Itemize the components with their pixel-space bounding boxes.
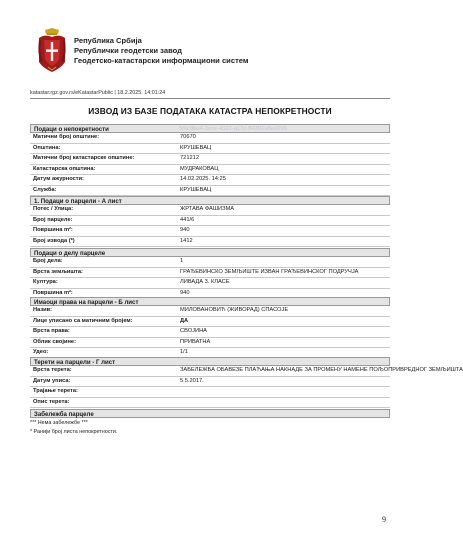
- section-header: [30, 297, 390, 306]
- row-value: 940: [180, 289, 190, 296]
- org-line-system: Геодетско-катастарски информациони систем: [74, 56, 249, 65]
- row-label: Служба:: [33, 186, 57, 193]
- section-header: [30, 124, 390, 133]
- row-label: Број парцеле:: [33, 216, 73, 223]
- row-label: Број дела:: [33, 258, 63, 264]
- previous-list-footnote: * Ранији број листа непокретности.: [30, 429, 118, 435]
- row-label: Трајање терета:: [33, 388, 78, 394]
- row-value: 70670: [180, 134, 196, 140]
- row-value: 5.5.2017.: [180, 377, 204, 384]
- row-label: Врста земљишта:: [33, 268, 83, 275]
- row-label: Катастарска општина:: [33, 165, 96, 172]
- row-value: ЗАБЕЛЕЖБА ОБАВЕЗЕ ПЛАЋАЊА НАКНАДЕ ЗА ПРОМЕНУ НАМЕНЕ ПОЉОПРИВРЕДНОГ ЗЕМЉИШТА: [180, 367, 463, 373]
- table-row: [30, 144, 390, 155]
- section-property-data: [30, 124, 390, 196]
- row-label: Општина:: [33, 144, 61, 151]
- row-value: ПРИВАТНА: [180, 338, 211, 345]
- row-label: Лице уписано са матичним бројем:: [33, 317, 133, 324]
- row-value: КРУШЕВАЦ: [180, 186, 212, 193]
- page-number: 9: [382, 515, 386, 524]
- row-label: Врста права:: [33, 328, 70, 334]
- section-title: Забележба парцеле: [34, 411, 94, 418]
- table-row: [30, 377, 390, 388]
- row-value: 721212: [180, 155, 199, 161]
- header: [38, 28, 398, 78]
- table-row: [30, 317, 390, 328]
- row-label: Датум ажурности:: [33, 176, 84, 182]
- row-label: Матични број општине:: [33, 134, 100, 140]
- row-label: Култура:: [33, 279, 58, 285]
- row-label: Површина m²:: [33, 227, 73, 233]
- section-header: [30, 196, 390, 205]
- table-row: [30, 154, 390, 165]
- row-value: 1/1: [180, 349, 188, 355]
- row-value: ДА: [180, 317, 189, 324]
- row-value: КРУШЕВАЦ: [180, 144, 212, 151]
- section-rights-holders-b-list: [30, 297, 390, 359]
- row-value: 1: [180, 258, 184, 264]
- section-parcel-a-list: [30, 196, 390, 247]
- section-title: Подаци о непокретности: [34, 126, 109, 133]
- section-header: [30, 409, 390, 418]
- section-encumbrances-g-list: [30, 357, 463, 408]
- row-value: ГРАЂЕВИНСКО ЗЕМЉИШТЕ ИЗВАН ГРАЂЕВИНСКОГ ПОДРУЧЈА: [180, 268, 359, 275]
- row-value: 940: [180, 227, 190, 233]
- row-label: Површина m²:: [33, 289, 73, 296]
- section-parcel-note: [30, 409, 390, 418]
- row-value: МИЛОВАНОВИЋ (ЖИВОРАД) СПАСОЈЕ: [180, 307, 289, 313]
- row-label: Опис терета:: [33, 398, 70, 405]
- row-label: Матични број катастарске општине:: [33, 155, 135, 161]
- table-row: [30, 175, 390, 186]
- section-title: 1. Подаци о парцели - А лист: [34, 198, 122, 205]
- row-label: Врста терета:: [33, 367, 72, 373]
- row-value: МУДРАКОВАЦ: [180, 165, 219, 172]
- table-row: [30, 327, 390, 338]
- table-row: [30, 237, 390, 248]
- row-value: СВОЈИНА: [180, 328, 207, 334]
- section-header: [30, 357, 390, 366]
- table-row: [30, 165, 390, 176]
- section-title: Подаци о делу парцеле: [34, 250, 106, 257]
- header-divider: [30, 98, 390, 99]
- org-line-country: Република Србија: [74, 36, 142, 45]
- section-title: Имаоци права на парцели - Б лист: [34, 299, 139, 306]
- row-value: 14.02.2025. 14:25: [180, 176, 226, 182]
- table-row: [30, 306, 390, 317]
- row-label: Назив:: [33, 307, 53, 313]
- row-label: Облик својине:: [33, 338, 76, 345]
- no-notes-footnote: *** Нема забележбе ***: [30, 420, 88, 426]
- table-row: [30, 366, 463, 377]
- org-line-institute: Републички геодетски завод: [74, 46, 183, 55]
- table-row: [30, 226, 390, 237]
- row-value: 1412: [180, 237, 193, 244]
- table-row: [30, 205, 390, 216]
- row-label: Број извода (*): [33, 237, 75, 244]
- organization-name: [74, 36, 249, 66]
- table-row: [30, 387, 390, 398]
- row-label: Датум уписа:: [33, 377, 71, 384]
- row-label: Удео:: [33, 349, 49, 355]
- section-parcel-part: [30, 248, 390, 299]
- row-value: ЛИВАДА 3. КЛАСЕ: [180, 279, 230, 285]
- table-row: [30, 278, 390, 289]
- document-title: ИЗВОД ИЗ БАЗЕ ПОДАТАКА КАТАСТРА НЕПОКРЕТНОСТИ: [88, 106, 332, 116]
- row-label: Потес / Улица:: [33, 206, 74, 212]
- source-url-timestamp: katastar.rgz.gov.rs/eKatastarPublic | 18.2.2025. 14:01:24: [30, 90, 166, 96]
- section-title: Терети на парцели - Г лист: [34, 359, 116, 366]
- table-row: [30, 257, 390, 268]
- table-row: [30, 186, 390, 197]
- serbian-coat-of-arms-icon: [38, 28, 66, 72]
- table-row: [30, 338, 390, 349]
- table-row: [30, 133, 390, 144]
- table-row: [30, 398, 390, 409]
- table-row: [30, 268, 390, 279]
- section-header: [30, 248, 390, 257]
- row-value: ЖРТАВА ФАШИЗМА: [180, 206, 235, 212]
- property-id-value: 5f0c8be4-3cce-4322-a17c-84391a8e0096: [179, 126, 287, 132]
- row-value: 441/6: [180, 216, 195, 223]
- table-row: [30, 216, 390, 227]
